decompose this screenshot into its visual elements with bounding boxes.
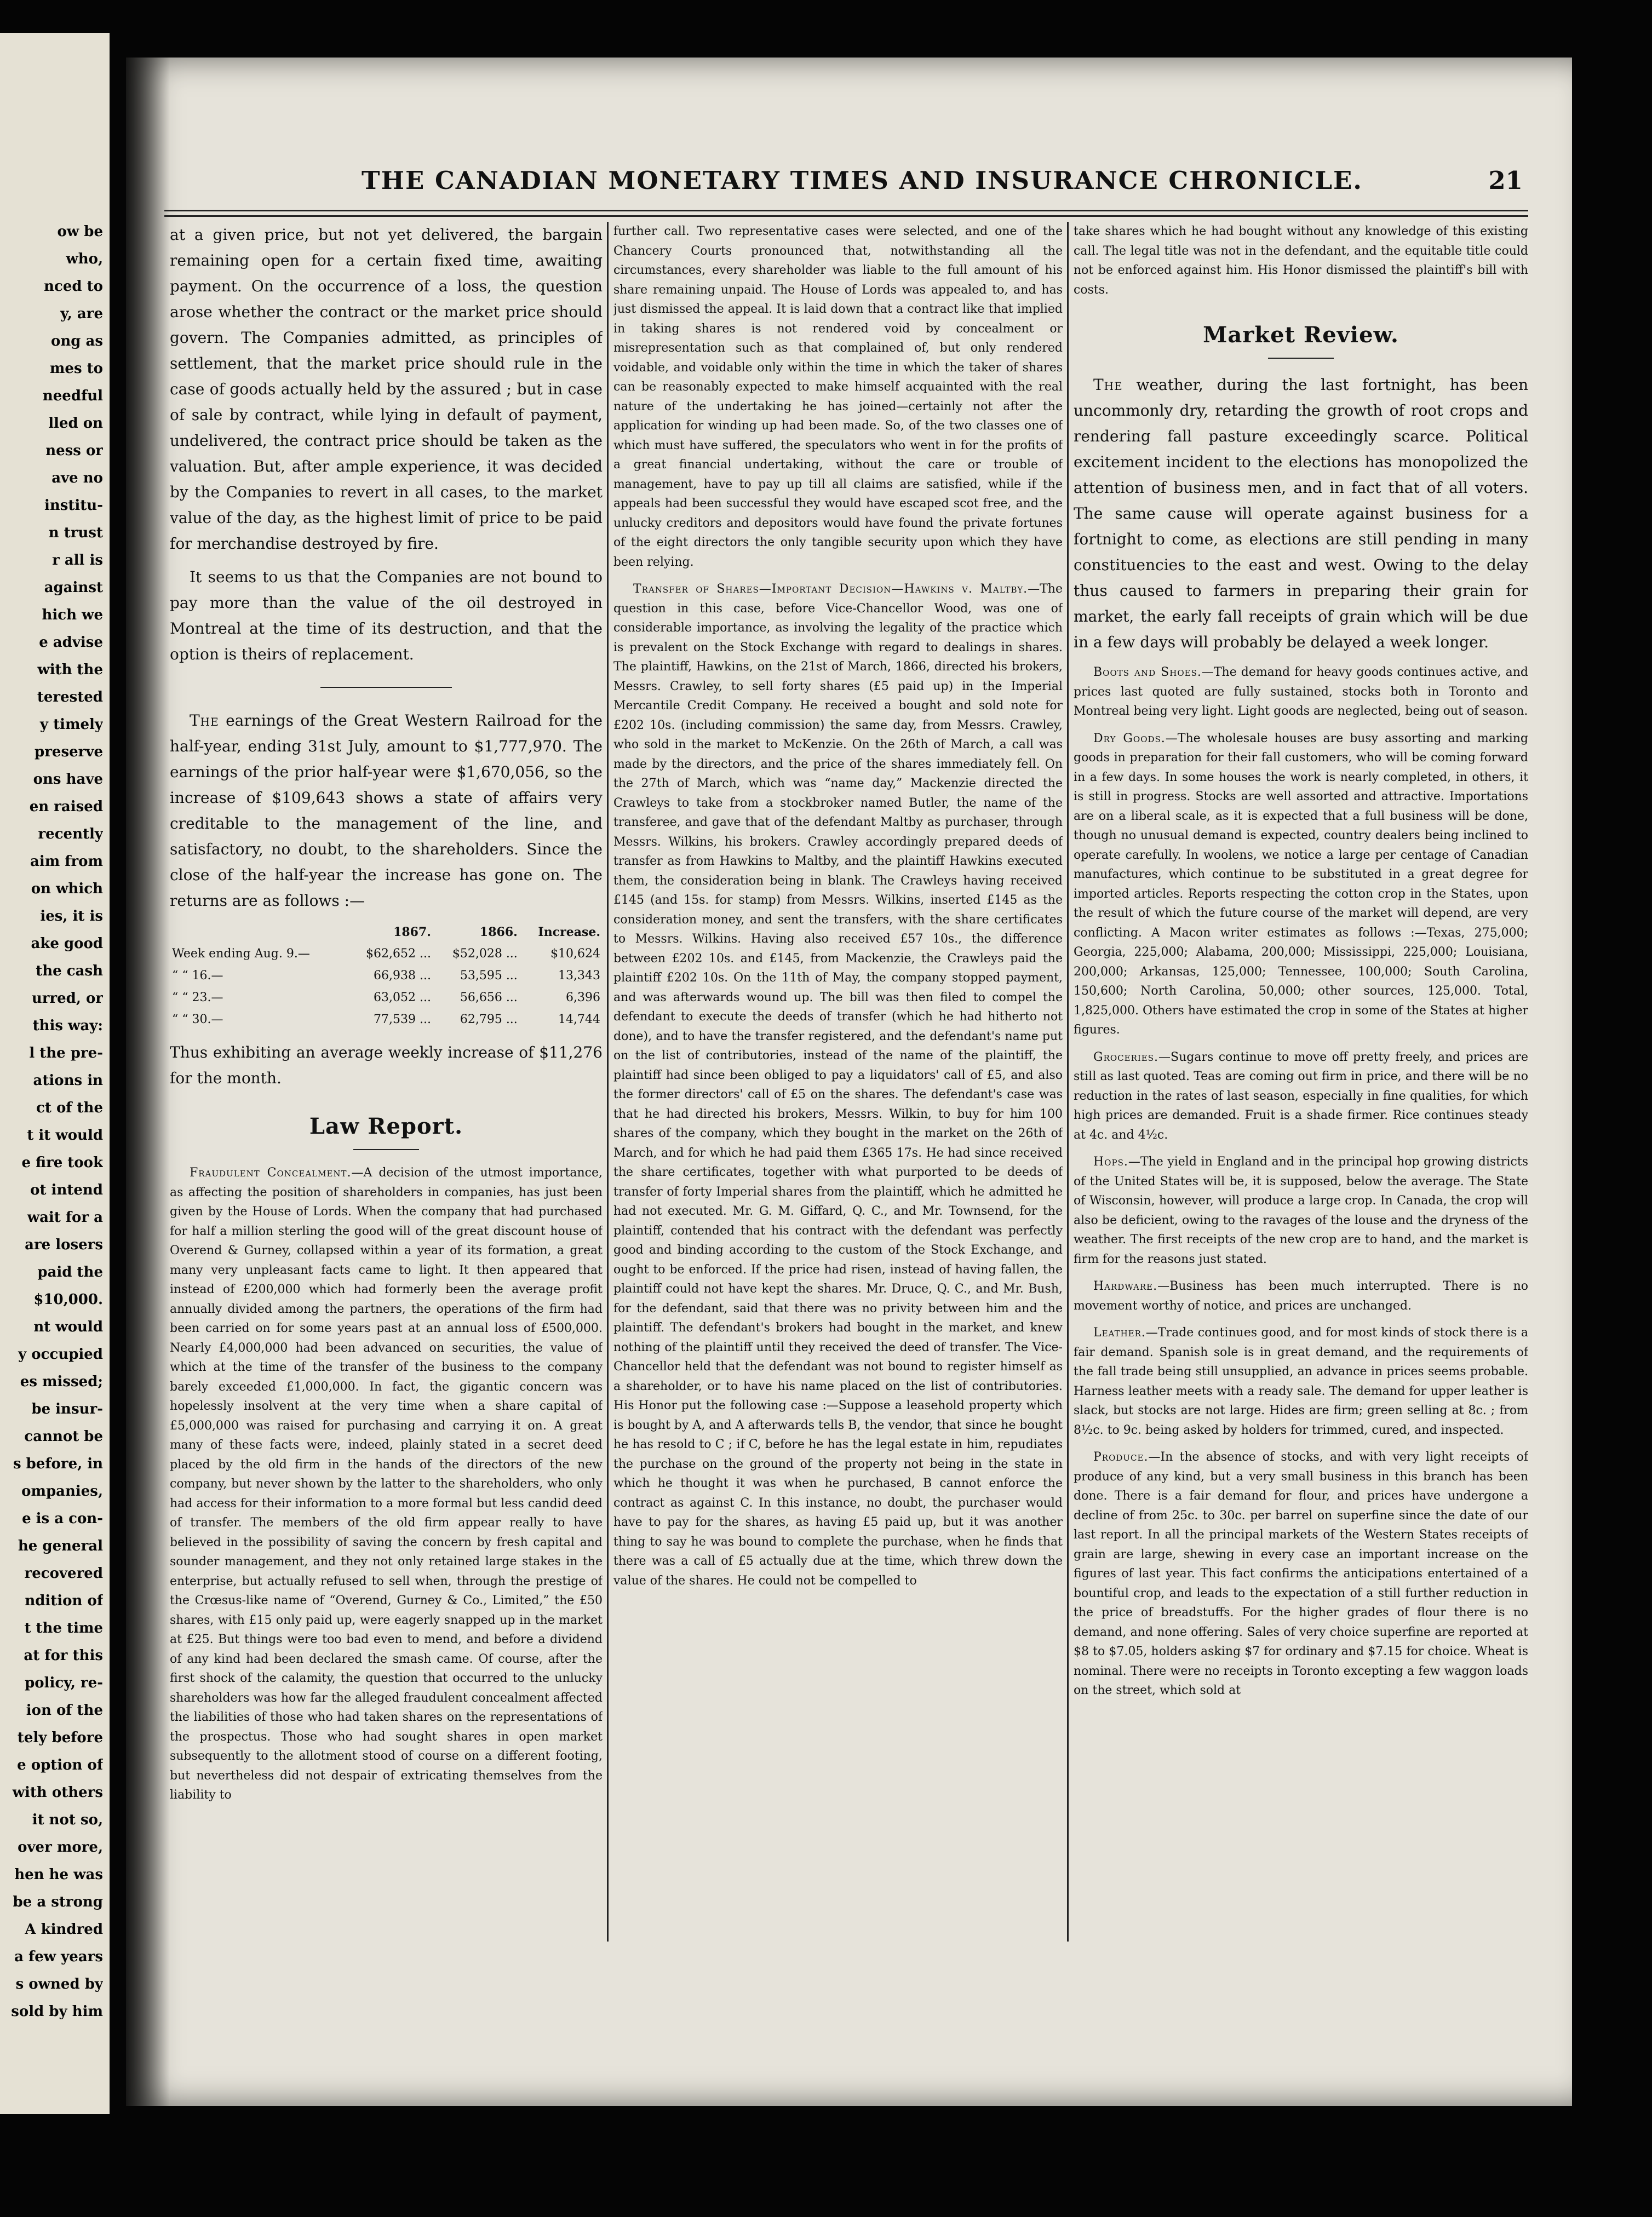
previous-page-fragment: ndition of bbox=[25, 1593, 103, 1609]
produce-lead: Produce. bbox=[1093, 1450, 1149, 1464]
previous-page-fragment: l the pre- bbox=[29, 1045, 103, 1061]
previous-page-edge bbox=[0, 33, 110, 2114]
hops-lead: Hops. bbox=[1093, 1155, 1128, 1169]
previous-page-fragment: ong as bbox=[51, 333, 103, 349]
hardware-paragraph bbox=[1074, 1277, 1528, 1316]
groceries-lead: Groceries. bbox=[1093, 1050, 1159, 1064]
previous-page-fragment: t it would bbox=[27, 1127, 103, 1144]
returns-cell: $62,652 ... bbox=[366, 947, 431, 961]
produce-text: —In the absence of stocks, and with very light receipts of produce of any kind, but a very small business in this branch has been done. There is a fair demand for flour, and prices have undergone a decline of from 25c. to 30c. per barrel on superfine since the date of our last report. In all the principal markets of the Western States receipts of grain are large, shewing in every case an important increase on the figures of last year. This fact confirms the anticipations entertained of a bountiful crop, and leads to the expectation of a still further reduction in the price of breadstuffs. For the higher grades of flour there is no demand, and none offering. Sales of very choice superfine are reported at $8 to $7.05, holders asking $7 for ordinary and $7.15 for choice. Wheat is nominal. There were no receipts in Toronto excepting a few waggon loads on the street, which sold at bbox=[1074, 1450, 1528, 1697]
column-2 bbox=[613, 222, 1063, 1963]
previous-page-fragment: ons have bbox=[33, 771, 103, 788]
returns-header-row bbox=[170, 921, 603, 943]
previous-page-fragment: ompanies, bbox=[21, 1483, 103, 1500]
previous-page-fragment: with the bbox=[37, 662, 103, 678]
previous-page-fragment: nced to bbox=[44, 278, 103, 295]
groceries-text: —Sugars continue to move off pretty freely, and prices are still as last quoted. Teas are coming out firm in price, and there will be no reduction in the rates of last season, especially in fine qualities, for which high prices are demanded. Fruit is a shade firmer. Rice continues steady at 4c. and 4½c. bbox=[1074, 1050, 1528, 1142]
hardware-text: —Business has been much interrupted. There is no movement worthy of notice, and prices are unchanged. bbox=[1074, 1279, 1528, 1313]
previous-page-fragment: with others bbox=[12, 1784, 103, 1801]
previous-page-fragment: ake good bbox=[31, 935, 103, 952]
oil-insurance-paragraph: at a given price, but not yet delivered, the bargain remaining open for a certain fixed time, awaiting payment. On the occurrence of a loss, the question arose whether the contract or the market price should govern. The Companies admitted, as principles of settlement, that the market price should rule in the case of goods actually held by the assured ; but in case of sale by contract, while lying in default of payment, undelivered, the contract price should be taken as the valuation. But, after ample experience, it was decided by the Companies to revert in all cases, to the market value of the day, as the highest limit of price to be paid for merchandise destroyed by fire. bbox=[170, 226, 603, 553]
column-rule-1 bbox=[607, 222, 609, 1942]
previous-page-fragment: on which bbox=[31, 881, 103, 897]
previous-page-fragment: hen he was bbox=[14, 1866, 103, 1883]
transfer-conclusion: take shares which he had bought without any knowledge of this existing call. The legal title was not in the defendant, and the equitable title could not be enforced against him. His Honor dismissed the plaintiff's bill with costs. bbox=[1074, 225, 1528, 297]
law-report-heading: Law Report. bbox=[170, 1107, 603, 1150]
boots-lead: Boots and Shoes. bbox=[1093, 665, 1202, 679]
previous-page-fragment: s before, in bbox=[13, 1456, 103, 1472]
transfer-text: —The question in this case, before Vice-Chancellor Wood, was one of considerable importance, as involving the legality of the practice which is prevalent on the Stock Exchange with regard to dealings in shares. The plaintiff, Hawkins, on the 21st of March, 1866, directed his brokers, Messrs. Crawley, to sell forty shares (£5 paid up) in the Imperial Mercantile Credit Company. He received a bought and sold note for £202 10s. (including commission) the same day, from Messrs. Crawley, who sold in the market to McKenzie. On the 26th of March, a call was made by the directors, and the price of the shares immediately fell. On the 27th of March, which was “name day,” Mackenzie directed the Crawleys to take from a stockbroker named Butler, the name of the transferee, and gave that of the defendant Maltby as purchaser, through Messrs. Wilkins, his brokers. Crawley accordingly prepared deeds of transfer as from Hawkins to Maltby, and the plaintiff Hawkins executed them, the consideration being in blank. The Crawleys having received £145 (and 15s. for stamp) from Messrs. Wilkins, inserted £145 as the consideration money, and sent the transfers, with the share certificates to Messrs. Wilkins. Having also received £57 10s., the difference between £202 10s. and £145, from Mackenzie, the Crawleys paid the plaintiff £202 10s. On the 11th of May, the company stopped payment, and was afterwards wound up. The bill was then filed to compel the defendant to execute the deeds of transfer (which he had hitherto not done), and to have the transfer registered, and the defendant's name put on the list of contributories, instead of the name of the plaintiff, the plaintiff had since been obliged to pay a liquidators' call of £5, and also the former directors' call of £5 on the shares. The defendant's case was that he had directed his brokers, Messrs. Wilkin, to buy for him 100 shares of the company, which they bought in the market on the 26th of March, and for which he had paid them £365 17s. He had since received the share certificates, together with what purported to be deeds of transfer of forty Imperial shares from the plaintiff, which he admitted he had not executed. Mr. G. M. Giffard, Q. C., and Mr. Townsend, for the plaintiff, contended that his contract with the defendant was perfectly good and binding according to the custom of the Stock Exchange, and ought to be enforced. If the price had risen, instead of having fallen, the plaintiff could not have kept the shares. Mr. Druce, Q. C., and Mr. Bush, for the defendant, said that there was no privity between him and the plaintiff. The defendant's brokers had bought in the market, and knew nothing of the plaintiff until they received the deed of transfer. The Vice-Chancellor held that the defendant was not bound to register himself as a shareholder, or to have his name placed on the list of contributories. His Honor put the following case :—Suppose a leasehold property which is bought by A, and A afterwards tells B, the vendor, that since he bought he has resold to C ; if C, before he has the legal estate in him, repudiates the purchase on the ground of the property not being in the state in which he thought it was when he purchased, B cannot enforce the contract as against C. In this instance, no doubt, the purchaser would have to pay for the shares, as having £5 paid up, but it was another thing to say he was bound to complete the purchase, when he finds that there was a call of £5 actually due at the time, which threw down the value of the shares. He could not be compelled to bbox=[613, 582, 1063, 1588]
returns-cell: 13,343 bbox=[558, 969, 600, 983]
previous-page-fragment: mes to bbox=[49, 360, 103, 377]
previous-page-fragment: s owned by bbox=[15, 1976, 103, 1992]
returns-cell: 6,396 bbox=[566, 991, 600, 1004]
previous-page-fragment: terested bbox=[37, 689, 103, 705]
returns-header-1866: 1866. bbox=[479, 925, 518, 939]
previous-page-fragment: urred, or bbox=[31, 990, 103, 1007]
returns-cell: 66,938 ... bbox=[374, 969, 431, 983]
previous-page-fragment: ness or bbox=[45, 443, 103, 459]
market-intro-text: weather, during the last fortnight, has been uncommonly dry, retarding the growth of root crops and rendering fall pasture exceedingly scarce. Political excitement incident to the elections has monopolized the attention of business men, and in fact that of all voters. The same cause will operate against business for a fortnight to come, as elections are still pending in many constituencies to the east and west. Owing to the delay thus caused to farmers in preparing their grain for market, the early fall receipts of grain which will be due in a few days will probably be delayed a week longer. bbox=[1074, 376, 1528, 651]
previous-page-fragment: preserve bbox=[35, 744, 103, 760]
previous-page-fragment: nt would bbox=[33, 1319, 103, 1335]
returns-table bbox=[170, 921, 603, 1031]
header-rule-top bbox=[164, 210, 1528, 211]
previous-page-fragment: hich we bbox=[42, 607, 103, 623]
previous-page-fragment: needful bbox=[42, 388, 103, 404]
fraudulent-text: —A decision of the utmost importance, as affecting the position of shareholders in companies, has just been given by the House of Lords. When the company that had purchased for half a million sterling the good will of the great discount house of Overend & Gurney, collapsed within a year of its formation, a great many very unpleasant facts came to light. It then appeared that instead of £200,000 which had formerly been the average profit annually divided among the partners, the operations of the firm had been carried on for some years past at an annual loss of £500,000. Nearly £4,000,000 had been advanced on securities, the value of which at the time of the transfer of the business to the company barely exceeded £1,000,000. In fact, the gigantic concern was hopelessly insolvent at the very time when a share capital of £5,000,000 was raised for purchasing and carrying it on. A great many of these facts were, indeed, plainly stated in a secret deed placed by the old firm in the hands of the directors of the new company, but never shown by the latter to the shareholders, who only had access for their information to a more formal but less candid deed of transfer. The members of the old firm appear really to have believed in the possibility of saving the concern by fresh capital and sounder management, and they not only retained large stakes in the enterprise, but actually refused to sell when, through the prestige of the Crœsus-like name of “Overend, Gurney & Co., Limited,” the £50 shares, with £15 only paid up, were eagerly snapped up in the market at £25. But things were too bad even to mend, and before a dividend of any kind had been declared the smash came. Of course, after the first shock of the calamity, the question that occurred to the unlucky shareholders was how far the alleged fraudulent concealment affected the liabilities of those who had taken shares on the representations of the prospectus. Those who had sought shares in open market subsequently to the allotment stood of course on a different footing, but nevertheless did not despair of extricating themselves from the liability to bbox=[170, 1166, 603, 1802]
dry-goods-lead: Dry Goods. bbox=[1093, 731, 1166, 745]
previous-page-fragment: e fire took bbox=[21, 1155, 103, 1171]
transfer-of-shares-article bbox=[613, 579, 1063, 1590]
gutter-shadow bbox=[126, 58, 170, 2106]
returns-cell: 53,595 ... bbox=[460, 969, 518, 983]
hops-paragraph bbox=[1074, 1152, 1528, 1269]
previous-page-fragment: ct of the bbox=[36, 1100, 103, 1116]
section-divider bbox=[320, 687, 452, 688]
previous-page-fragment: be insur- bbox=[31, 1401, 103, 1417]
previous-page-fragment: recovered bbox=[24, 1565, 103, 1582]
boots-text: —The demand for heavy goods continues active, and prices last quoted are fully sustained, stocks both in Toronto and Montreal being very light. Light goods are neglected, being out of season. bbox=[1074, 665, 1528, 718]
previous-page-fragment: policy, re- bbox=[25, 1675, 103, 1691]
previous-page-fragment: y timely bbox=[39, 716, 103, 733]
previous-page-fragment: at for this bbox=[24, 1647, 103, 1664]
previous-page-fragment: ow be bbox=[57, 223, 103, 240]
returns-cell: $10,624 bbox=[550, 947, 600, 961]
transfer-lead: Transfer of Shares—Important Decision—Hawkins v. Maltby. bbox=[633, 582, 1028, 596]
previous-page-fragment: ies, it is bbox=[40, 908, 103, 924]
column-rule-2 bbox=[1067, 222, 1069, 1942]
great-western-text: earnings of the Great Western Railroad for the half-year, ending 31st July, amount to $1,777,970. The earnings of the prior half-year were $1,670,056, so the increase of $109,643 shows a state of affairs very creditable to the management of the line, and satisfactory, no doubt, to the shareholders. Since the close of the half-year the increase has gone on. The returns are as follows :— bbox=[170, 711, 603, 910]
dry-goods-text: —The wholesale houses are busy assorting and marking goods in preparation for their fall customers, who will be coming forward in a few days. In some houses the work is nearly completed, in others, it is still in progress. Stocks are well assorted and attractive. Importations are on a liberal scale, as it is expected that a full business will be done, though no unusual demand is expected, country dealers being inclined to operate carefully. In woolens, we notice a large per centage of Canadian manufactures, which continue to be substituted in a great degree for imported articles. Reports respecting the cotton crop in the States, upon the result of which the future course of the market will depend, are very conflicting. A Macon writer estimates as follows :—Texas, 275,000; Georgia, 225,000; Alabama, 200,000; Mississippi, 225,000; Louisiana, 200,000; Arkansas, 125,000; Tennessee, 100,000; South Carolina, 150,600; North Carolina, 50,000; other sources, 125,000. Total, 1,825,000. Others have estimated the crop in some of the States at higher figures. bbox=[1074, 731, 1528, 1037]
companies-paragraph: It seems to us that the Companies are not bound to pay more than the value of the oil destroyed in Montreal at the time of its destruction, and that the option is theirs of replacement. bbox=[170, 568, 603, 663]
produce-paragraph bbox=[1074, 1448, 1528, 1701]
table-row bbox=[170, 943, 603, 965]
previous-page-fragment: this way: bbox=[32, 1018, 103, 1034]
returns-cell: 63,052 ... bbox=[374, 991, 431, 1004]
previous-page-fragment: the cash bbox=[36, 963, 103, 979]
previous-page-fragment: $10,000. bbox=[33, 1291, 103, 1308]
returns-header-label bbox=[170, 921, 347, 943]
newspaper-page bbox=[126, 58, 1572, 2106]
returns-week-label: Week ending Aug. 9.— bbox=[172, 947, 310, 961]
previous-page-fragment: en raised bbox=[29, 799, 103, 815]
market-intro-lead: The bbox=[1093, 376, 1123, 394]
previous-page-fragment: cannot be bbox=[24, 1428, 103, 1445]
hops-text: —The yield in England and in the principal hop growing districts of the United States will be, it is supposed, below the average. The State of Wisconsin, however, will produce a large crop. In Canada, the crop will also be deficient, owing to the ravages of the louse and the dryness of the weather. The first receipts of the new crop are to hand, and the market is firm for the reasons just stated. bbox=[1074, 1155, 1528, 1266]
previous-page-fragment: n trust bbox=[48, 525, 103, 541]
column-3 bbox=[1074, 222, 1528, 1963]
previous-page-fragment: he general bbox=[18, 1538, 103, 1554]
great-western-lead: The bbox=[190, 711, 219, 730]
previous-page-fragment: it not so, bbox=[32, 1812, 103, 1828]
table-row bbox=[170, 987, 603, 1009]
previous-page-fragment: who, bbox=[66, 251, 103, 267]
previous-page-fragment: lled on bbox=[48, 415, 103, 432]
previous-page-fragment: sold by him bbox=[11, 2003, 103, 2020]
previous-page-fragment: ave no bbox=[51, 470, 103, 486]
previous-page-fragment: institu- bbox=[44, 497, 103, 514]
previous-page-fragment: t the time bbox=[24, 1620, 103, 1636]
returns-week-label: “ “ 16.— bbox=[172, 969, 223, 983]
previous-page-fragment: aim from bbox=[30, 853, 103, 870]
returns-cell: 14,744 bbox=[558, 1013, 600, 1026]
dry-goods-paragraph bbox=[1074, 729, 1528, 1040]
masthead-title: THE CANADIAN MONETARY TIMES AND INSURANCE CHRONICLE. bbox=[362, 166, 1363, 195]
previous-page-fragment: A kindred bbox=[25, 1921, 103, 1938]
appeal-paragraph: further call. Two representative cases were selected, and one of the Chancery Courts pronounced that, notwithstanding all the circumstances, every shareholder was liable to the full amount of his share remaining unpaid. The House of Lords was appealed to, and has just dismissed the appeal. It is laid down that a contract like that implied in taking shares is not rendered void by concealment or misrepresentation such as that complained of, but only rendered voidable, and voidable only within the time in which the taker of shares can be reasonably expected to make himself acquainted with the real nature of the undertaking he has joined—certainly not after the application for winding up had been made. So, of the two classes one of which must have suffered, the speculators who went in for the profits of a great financial undertaking, without the care or trouble of management, have to pay up till all claims are satisfied, while if the appeals had been successful they would have escaped scot free, and the unlucky creditors and depositors would have found the private fortunes of the eight directors the only tangible security upon which they have been relying. bbox=[613, 225, 1063, 569]
returns-header-1867: 1867. bbox=[393, 925, 431, 939]
previous-page-fragment: e advise bbox=[39, 634, 103, 651]
market-review-heading: Market Review. bbox=[1074, 316, 1528, 359]
previous-page-fragment: ion of the bbox=[26, 1702, 103, 1719]
previous-page-fragment: e option of bbox=[17, 1757, 103, 1773]
previous-page-fragment: are losers bbox=[25, 1237, 103, 1253]
previous-page-fragment: ations in bbox=[33, 1072, 103, 1089]
page-number: 21 bbox=[1488, 166, 1523, 195]
previous-page-fragment: wait for a bbox=[27, 1209, 103, 1226]
previous-page-fragment: e is a con- bbox=[22, 1510, 103, 1527]
header-rule-bottom bbox=[164, 215, 1528, 217]
previous-page-fragment: recently bbox=[38, 826, 103, 842]
previous-page-fragment: be a strong bbox=[13, 1894, 103, 1910]
hardware-lead: Hardware. bbox=[1093, 1279, 1158, 1293]
leather-text: —Trade continues good, and for most kinds of stock there is a fair demand. Spanish sole is in great demand, and the requirements of the fall trade being still unsupplied, an advance in prices seems probable. Harness leather meets with a ready sale. The demand for upper leather is slack, but stocks are not large. Hides are firm; green selling at 8c. ; from 8½c. to 9c. being asked by holders for trimmed, cured, and inspected. bbox=[1074, 1326, 1528, 1437]
great-western-paragraph bbox=[170, 708, 603, 914]
returns-week-label: “ “ 30.— bbox=[172, 1013, 223, 1026]
column-1 bbox=[170, 222, 603, 1963]
returns-cell: 56,656 ... bbox=[460, 991, 518, 1004]
previous-page-fragment: a few years bbox=[14, 1949, 103, 1965]
leather-paragraph bbox=[1074, 1323, 1528, 1440]
previous-page-fragment: against bbox=[44, 579, 103, 596]
groceries-paragraph bbox=[1074, 1048, 1528, 1145]
previous-page-fragment: r all is bbox=[52, 552, 103, 568]
previous-page-fragment: paid the bbox=[37, 1264, 103, 1280]
previous-page-fragment: over more, bbox=[18, 1839, 103, 1856]
market-intro bbox=[1074, 372, 1528, 655]
fraudulent-lead: Fraudulent Concealment. bbox=[190, 1166, 352, 1180]
table-row bbox=[170, 1009, 603, 1031]
leather-lead: Leather. bbox=[1093, 1326, 1146, 1340]
returns-header-increase: Increase. bbox=[538, 925, 600, 939]
returns-cell: $52,028 ... bbox=[452, 947, 518, 961]
returns-cell: 62,795 ... bbox=[460, 1013, 518, 1026]
returns-week-label: “ “ 23.— bbox=[172, 991, 223, 1004]
previous-page-fragment: y occupied bbox=[18, 1346, 103, 1363]
previous-page-fragment: es missed; bbox=[20, 1374, 103, 1390]
boots-and-shoes-paragraph bbox=[1074, 663, 1528, 721]
previous-page-fragment: y, are bbox=[60, 306, 103, 322]
previous-page-fragment: tely before bbox=[17, 1730, 103, 1746]
returns-cell: 77,539 ... bbox=[374, 1013, 431, 1026]
page-header bbox=[126, 164, 1572, 208]
great-western-tail: Thus exhibiting an average weekly increase of $11,276 for the month. bbox=[170, 1043, 603, 1087]
table-row bbox=[170, 965, 603, 987]
fraudulent-concealment-article bbox=[170, 1163, 603, 1805]
previous-page-fragment: ot intend bbox=[30, 1182, 103, 1198]
